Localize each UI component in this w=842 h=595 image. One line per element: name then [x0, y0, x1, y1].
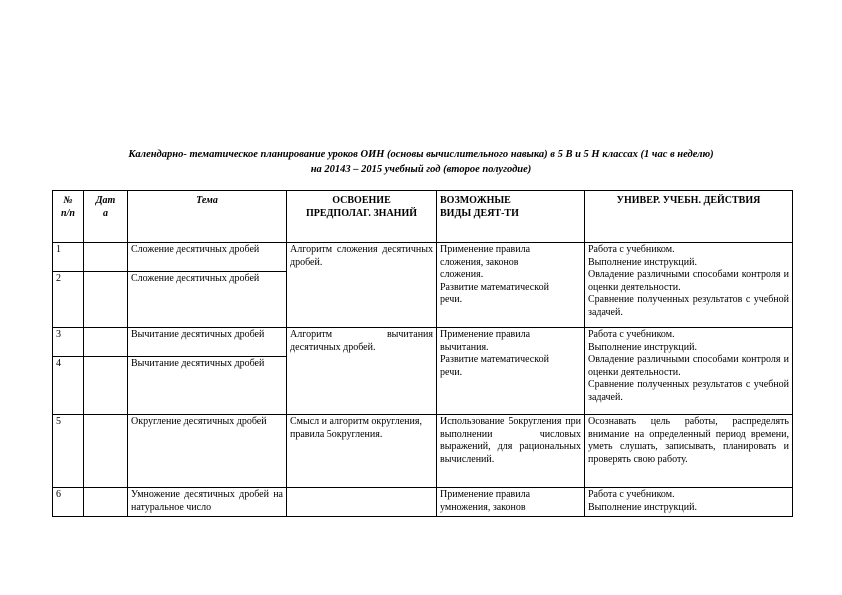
table-row — [53, 243, 793, 272]
row-knowledge: Алгоритм сложения десятичных дробей. — [287, 243, 437, 328]
row-topic: Сложение десятичных дробей — [128, 243, 287, 272]
actions-line: Сравнение полученных результатов с учебной задачей. — [588, 294, 789, 318]
table-row — [53, 328, 793, 357]
header-date-line2: а — [103, 207, 108, 219]
activity-line: Применение правила — [440, 329, 531, 340]
document-subtitle: на 20143 – 2015 учебный год (второе полугодие) — [310, 164, 532, 175]
table-row — [53, 488, 793, 517]
row-topic: Вычитание десятичных дробей — [128, 328, 287, 357]
row-topic: Округление десятичных дробей — [128, 415, 287, 488]
table-header-row — [53, 191, 793, 243]
header-activity-line1: ВОЗМОЖНЫЕ — [440, 195, 511, 206]
activity-line: речи. — [440, 366, 463, 378]
row-knowledge — [287, 488, 437, 517]
actions-line: Овладение различными способами контроля и оценки деятельности. — [588, 269, 789, 293]
actions-line: Выполнение инструкций. — [588, 341, 697, 353]
header-date — [84, 191, 128, 243]
actions-line: Сравнение полученных результатов с учебной задачей. — [588, 379, 789, 403]
row-activity — [437, 488, 585, 517]
row-actions: Осознавать цель работы, распределять внимание на определенный период времени, уметь слушать, записывать, планировать и проверять свою работу. — [585, 415, 793, 488]
document-title: Календарно- тематическое планирование уроков ОИН (основы вычислительного навыка) в 5 В и 5 Н классах (1 час в неделю) — [128, 149, 714, 160]
row-num: 3 — [53, 328, 84, 357]
header-activity-line2: ВИДЫ ДЕЯТ-ТИ — [440, 207, 519, 219]
row-activity — [437, 243, 585, 328]
activity-line: Применение правила — [440, 489, 531, 500]
header-activity — [437, 191, 585, 243]
activity-line: Развитие математической — [440, 354, 549, 365]
row-knowledge: Смысл и алгоритм округления, правила 5округления. — [287, 415, 437, 488]
header-topic: Тема — [128, 191, 287, 243]
header-knowledge-line1: ОСВОЕНИЕ — [332, 195, 391, 206]
activity-line: речи. — [440, 294, 463, 305]
row-date — [84, 328, 128, 357]
header-actions: УНИВЕР. УЧЕБН. ДЕЙСТВИЯ — [585, 191, 793, 243]
row-num: 5 — [53, 415, 84, 488]
header-num — [53, 191, 84, 243]
row-activity: Использование 5округления при выполнении числовых выражений, для рациональных вычислений. — [437, 415, 585, 488]
row-actions — [585, 243, 793, 328]
row-num: 6 — [53, 488, 84, 517]
table-row — [53, 415, 793, 488]
header-date-line1: Дат — [95, 195, 116, 206]
header-knowledge-line2: ПРЕДПОЛАГ. ЗНАНИЙ — [305, 207, 417, 219]
row-num: 1 — [53, 243, 84, 272]
activity-line: умножения, законов — [440, 501, 526, 513]
activity-line: сложения. — [440, 269, 484, 280]
actions-line: Выполнение инструкций. — [588, 501, 697, 513]
row-knowledge: Алгоритм вычитания десятичных дробей. — [287, 328, 437, 415]
actions-line: Овладение различными способами контроля и оценки деятельности. — [588, 354, 789, 378]
header-knowledge — [287, 191, 437, 243]
header-num-line2: п/п — [61, 207, 75, 219]
row-date — [84, 272, 128, 328]
row-topic: Сложение десятичных дробей — [128, 272, 287, 328]
row-date — [84, 243, 128, 272]
row-num: 2 — [53, 272, 84, 328]
row-date — [84, 488, 128, 517]
row-num: 4 — [53, 357, 84, 415]
row-date — [84, 415, 128, 488]
header-num-line1: № — [63, 195, 73, 206]
planning-table — [52, 190, 793, 517]
row-date — [84, 357, 128, 415]
actions-line: Работа с учебником. — [588, 329, 675, 340]
actions-line: Выполнение инструкций. — [588, 256, 697, 268]
row-activity — [437, 328, 585, 415]
row-topic: Умножение десятичных дробей на натуральное число — [128, 488, 287, 517]
actions-line: Работа с учебником. — [588, 244, 675, 255]
activity-line: Развитие математической — [440, 281, 549, 293]
row-topic: Вычитание десятичных дробей — [128, 357, 287, 415]
activity-line: Применение правила — [440, 244, 531, 255]
activity-line: сложения, законов — [440, 256, 519, 268]
row-actions — [585, 328, 793, 415]
actions-line: Работа с учебником. — [588, 489, 675, 500]
row-actions — [585, 488, 793, 517]
activity-line: вычитания. — [440, 341, 489, 353]
